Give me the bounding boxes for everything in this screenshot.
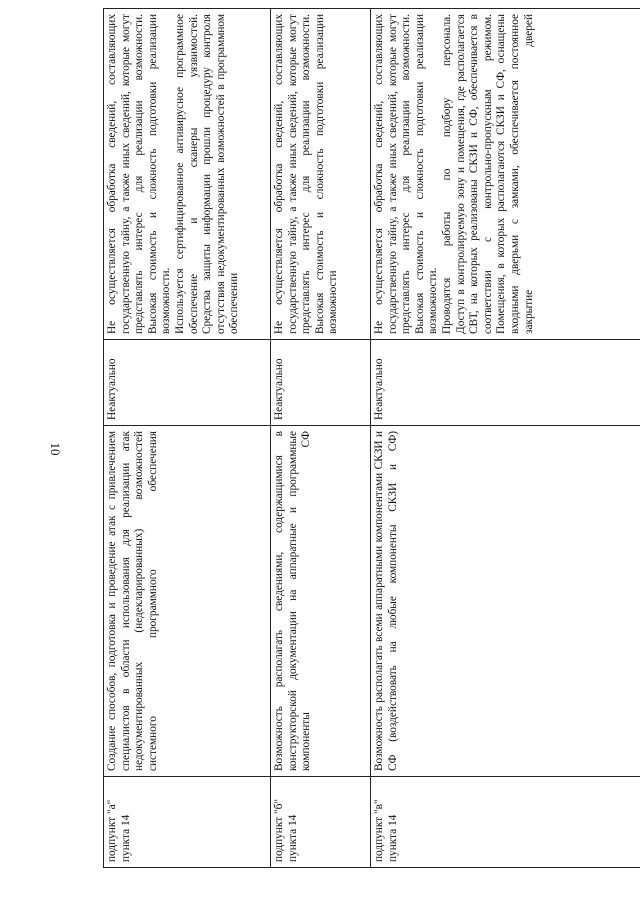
justification-paragraph: Доступ в контролируемую зону и помещения, где располагается СВТ, на которых реализованы СКЗИ и СФ, обеспечивается в соответствии с контрольно-пропускным режимом.: [454, 14, 494, 334]
table-row: [104, 9, 271, 868]
capability-text: Возможность располагать всеми аппаратными компонентами СКЗИ и СФ (воздействовать на любые компоненты СКЗИ и СФ): [373, 431, 399, 771]
threat-capabilities-table: [103, 8, 640, 868]
justification-paragraph: Высокая стоимость и сложность подготовки реализации возможности.: [146, 14, 173, 334]
justification-cell: [104, 9, 271, 340]
capability-cell: [271, 426, 371, 777]
relevance-cell: [104, 340, 271, 426]
justification-cell: [371, 9, 640, 340]
justification-paragraph: Средства защиты информации прошли процедуру контроля отсутствия недокументированных возможностей в программном обеспечении: [201, 14, 241, 334]
relevance-status: Неактуально: [106, 358, 118, 420]
justification-paragraph: Не осуществляется обработка сведений, составляющих государственную тайну, а также иных сведений, которые могут представлять интерес для реализации возможности.: [273, 14, 313, 334]
point-label: подпункт "б" пункта 14: [273, 799, 299, 862]
point-label: подпункт "в" пункта 14: [373, 799, 399, 862]
capability-cell: [104, 426, 271, 777]
justification-paragraph: Используется сертифицированное антивирусное программное обеспечение и сканеры уязвимостей.: [173, 14, 200, 334]
row-point-cell: [271, 777, 371, 868]
relevance-cell: [271, 340, 371, 426]
justification-paragraph: Проводятся работы по подбору персонала.: [440, 14, 453, 334]
table-row: [271, 9, 371, 868]
relevance-cell: [371, 340, 640, 426]
rotated-table-container: [103, 14, 640, 868]
justification-paragraph: Помещения, в которых располагаются СКЗИ и СФ, оснащены входными дверьми с замками, обеспечивается постоянное закрытие дверей: [495, 14, 535, 334]
justification-paragraph: Высокая стоимость и сложность подготовки реализации возможности: [313, 14, 340, 334]
relevance-status: Неактуально: [273, 358, 285, 420]
capability-cell: [371, 426, 640, 777]
row-point-cell: [371, 777, 640, 868]
justification-cell: [271, 9, 371, 340]
relevance-status: Неактуально: [373, 358, 385, 420]
page-number: 10: [48, 442, 63, 456]
capability-text: Возможность располагать сведениями, содержащимися в конструкторской документации на аппаратные и программные компоненты СФ: [273, 431, 313, 771]
point-label: подпункт "а" пункта 14: [106, 799, 132, 862]
justification-paragraph: Высокая стоимость и сложность подготовки реализации возможности.: [413, 14, 440, 334]
row-point-cell: [104, 777, 271, 868]
justification-paragraph: Не осуществляется обработка сведений, составляющих государственную тайну, а также иных сведений, которые могут представлять интерес для реализации возможности.: [373, 14, 413, 334]
capability-text: Создание способов, подготовка и проведение атак с привлечением специалистов в области использования для реализации атак недокументированных (недекларированных) возможностей системного программного обеспечения: [106, 431, 159, 771]
table-row: [371, 9, 640, 868]
justification-paragraph: Не осуществляется обработка сведений, составляющих государственную тайну, а также иных сведений, которые могут представлять интерес для реализации возможности.: [106, 14, 146, 334]
